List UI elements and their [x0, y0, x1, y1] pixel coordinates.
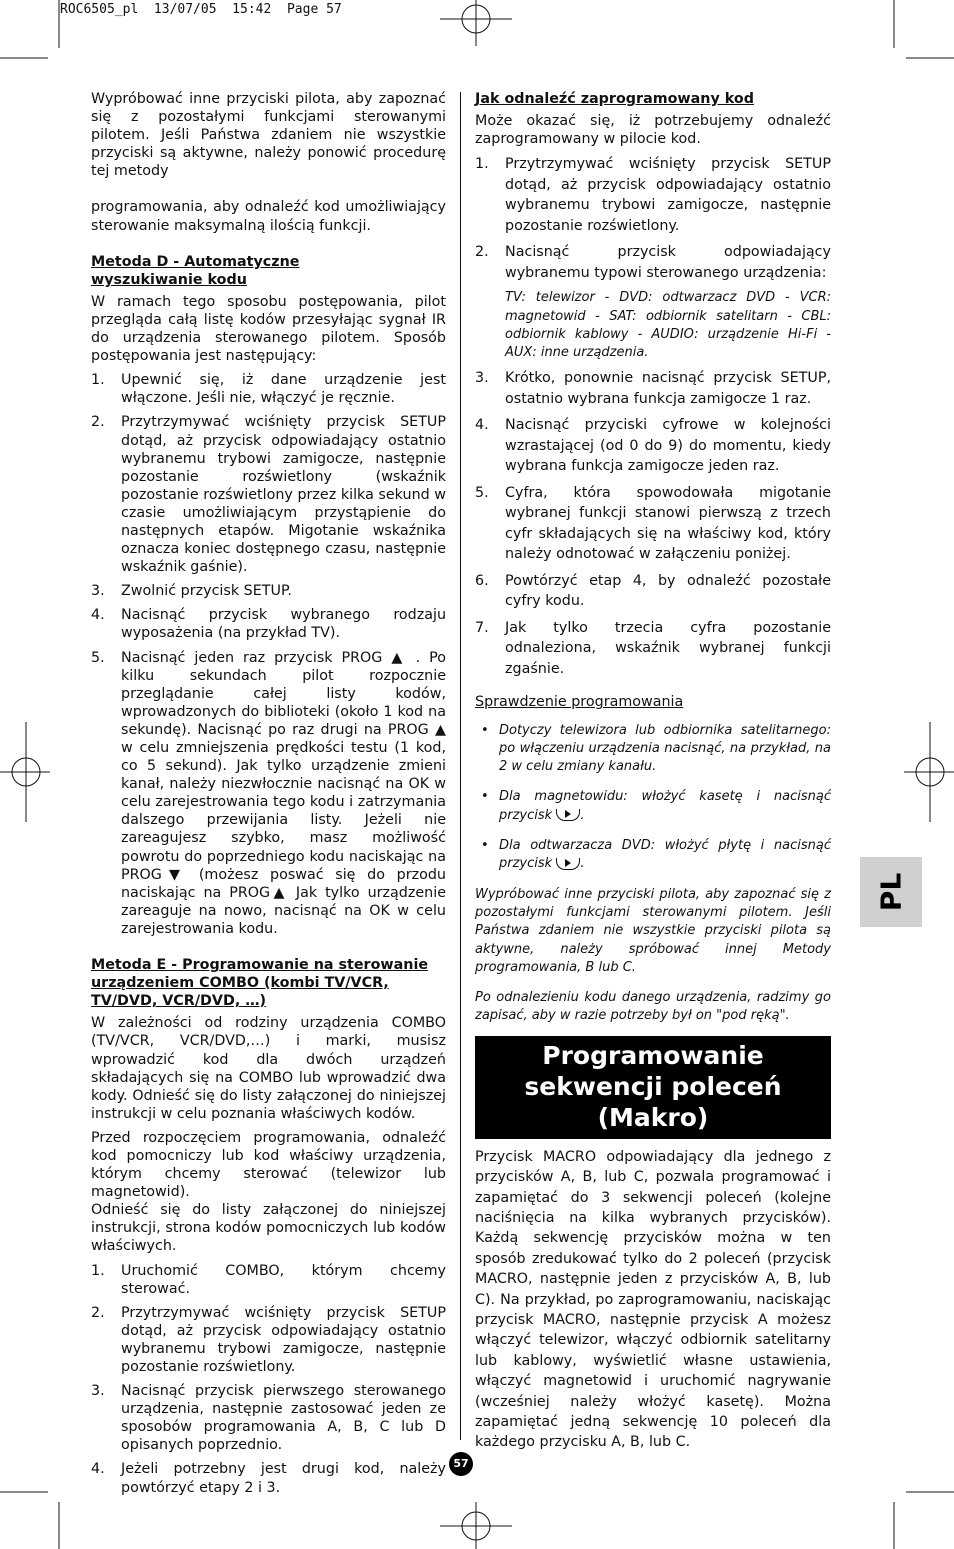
macro-section-title: Programowanie sekwencji poleceń (Makro) — [475, 1036, 831, 1139]
play-icon — [556, 858, 580, 870]
list-item: 1. Uruchomić COMBO, którym chcemy sterować. — [91, 1262, 446, 1297]
section-title-method-d: Metoda D - Automatyczne wyszukiwanie kodu — [91, 253, 300, 288]
list-item: 5. Cyfra, która spowodowała migotanie wybranej funkcji stanowi pierwszą z trzech cyfr składających się na właściwy kod, który należy odnotować w załączeniu poniżej. — [475, 484, 831, 563]
list-item: 4. Nacisnąć przyciski cyfrowe w kolejności wzrastającej (od 0 do 9) do momentu, kiedy wybrana funkcja zamigocze jeden raz. — [475, 417, 831, 475]
crop-mark-bottom-left — [0, 1480, 60, 1549]
method-d-steps — [91, 371, 446, 938]
list-item: 1. Przytrzymywać wciśnięty przycisk SETUP dotąd, aż przycisk odpowiadający ostatnio wybranemu trybowi zamigocze, następnie pozostanie rozświetlony. — [475, 156, 831, 234]
registration-mark-bottom — [440, 1500, 512, 1549]
italic-note: Wypróbować inne przyciski pilota, aby zapoznać się z pozostałymi funkcjami sterowanymi pilotem. Jeśli Państwa zdaniem nie wszystkie przyciski pilota są aktywne, należy spróbować innej Metody programowania, B lub C. — [475, 886, 831, 975]
device-type-list: TV: telewizor - DVD: odtwarzacz DVD - VCR: magnetowid - SAT: odbiornik satelitarn - CBL: odbiornik kablowy - AUDIO: urządzenie Hi-Fi - AUX: inne urządzenia. — [505, 290, 831, 361]
list-item: 7. Jak tylko trzecia cyfra pozostanie odnaleziona, wskaźnik wybranej funkcji zgaśnie. — [475, 619, 831, 677]
right-column — [475, 90, 831, 1459]
registration-mark-left — [0, 722, 50, 822]
list-item: 6. Powtórzyć etap 4, by odnaleźć pozostałe cyfry kodu. — [475, 572, 831, 610]
paragraph: Może okazać się, iż potrzebujemy odnaleźć zaprogramowany w pilocie kod. — [475, 113, 831, 148]
list-item: 3. Zwolnić przycisk SETUP. — [91, 583, 292, 600]
section-title-check: Sprawdzenie programowania — [475, 694, 684, 711]
list-item: 3. Nacisnąć przycisk pierwszego sterowanego urządzenia, następnie zastosować jeden ze sposobów programowania A, B, C lub D opisanych poprzednio. — [91, 1383, 446, 1454]
crop-mark-top-right — [874, 0, 954, 70]
italic-note: Po odnalezieniu kodu danego urządzenia, radzimy go zapisać, aby w razie potrzeby był on "pod ręką". — [475, 990, 831, 1024]
crop-mark-top-left — [0, 0, 60, 70]
crop-mark-bottom-right — [874, 1480, 954, 1549]
paragraph: programowania, aby odnaleźć kod umożliwiający sterowanie maksymalną ilością funkcji. — [91, 199, 446, 234]
print-header: ROC6505_pl 13/07/05 15:42 Page 57 — [60, 2, 342, 17]
left-column — [91, 90, 446, 1503]
list-item: 4. Nacisnąć przycisk wybranego rodzaju wyposażenia (na przykład TV). — [91, 607, 446, 642]
registration-mark-right — [904, 722, 954, 822]
paragraph: W zależności od rodziny urządzenia COMBO (TV/VCR, VCR/DVD,…) i marki, musisz wprowadzić kod dla dwóch urządzeń składających się na COMBO lub wprowadzić dwa kody. Odnieść się do listy załączonej do niniejszej instrukcji w celu poznania właściwych kodów. — [91, 1015, 446, 1122]
list-item: • Dotyczy telewizora lub odbiornika satelitarnego: po włączeniu urządzenia nacisnąć, na przykład, na 2 w celu zmiany kanału. — [481, 722, 831, 775]
page-number: 57 — [449, 1452, 473, 1476]
find-code-steps — [475, 154, 831, 679]
list-item: 1. Upewnić się, iż dane urządzenie jest włączone. Jeśli nie, włączyć je ręcznie. — [91, 372, 446, 407]
paragraph: W ramach tego sposobu postępowania, pilot przegląda całą listę kodów przesyłając sygnał IR do urządzenia sterowanego pilotem. Sposób postępowania jest następujący: — [91, 293, 446, 365]
list-item: 2. Przytrzymywać wciśnięty przycisk SETUP dotąd, aż przycisk odpowiadający ostatnio wybranemu trybowi zamigocze, następnie pozostanie rozświetlony. — [91, 1304, 446, 1375]
paragraph: Wypróbować inne przyciski pilota, aby zapoznać się z pozostałymi funkcjami sterowanymi pilotem. Jeśli Państwa zdaniem nie wszystkie przyciski są aktywne, należy ponowić procedurę tej metody — [91, 91, 446, 180]
paragraph: Przycisk MACRO odpowiadający dla jednego z przycisków A, B, lub C, pozwala programować i zapamiętać do 3 sekwencji poleceń (kolejne naciśnięcia na kilka wybranych przycisków). Każdą sekwencję przycisków można w ten sposób zredukować tylko do 2 poleceń (przycisk MACRO, następnie jeden z przycisków A, B, lub C). Na przykład, po zaprogramowaniu, naciskając przycisk MACRO, następnie przycisk A możesz włączyć telewizor, włączyć odbiornik satelitarny lub kablowy, wyświetlić własne ustawienia, włączyć magnetowid i uruchomić nagrywanie (wcześniej należy włożyć kasetę). Można zapamiętać jedną sekwencję 10 poleceń dla każdego przycisku A, B, lub C. — [475, 1148, 831, 1451]
paragraph: Odnieść się do listy załączonej do niniejszej instrukcji, strona kodów pomocniczych lub kodów właściwych. — [91, 1202, 446, 1255]
check-bullets — [475, 722, 831, 874]
list-item: 2. Nacisnąć przycisk odpowiadający wybranemu typowi sterowanego urządzenia: TV: telewizor - DVD: odtwarzacz DVD - VCR: magnetowid - SAT: odbiornik satelitarn - CBL: odbiornik kablowy - AUDIO: urządzenie Hi-Fi - AUX: inne urządzenia. — [475, 242, 831, 362]
section-title-method-e: Metoda E - Programowanie na sterowanie urządzeniem COMBO (kombi TV/VCR, TV/DVD, VCR/DVD, …) — [91, 957, 429, 1010]
list-item: • Dla magnetowidu: włożyć kasetę i nacisnąć przycisk . — [481, 789, 831, 823]
list-item: 5. Nacisnąć jeden raz przycisk PROG ▲ . Po kilku sekundach pilot rozpocznie przeglądanie całej listy kodów, wprowadzonych do biblioteki (około 1 kod na sekundę). Nacisnąć po raz drugi na PROG ▲ w celu zmniejszenia prędkości testu (1 kod, co 5 sekund). Jak tylko urządzenie zmieni kanał, należy niezwłocznie nacisnąć na OK w celu zarejestrowania tego kodu i zatrzymania dalszego przewijania listy. Jeżeli nie zareagujesz szybko, masz możliwość powrotu do poprzedniego kodu naciskając na PROG▼ (możesz poswać się do przodu naciskając na PROG▲ Jak tylko urządzenie zareaguje na nowo, nacisnąć na OK w celu zarejestrowania kodu. — [91, 649, 446, 937]
column-divider — [460, 92, 461, 1440]
list-item: • Dla odtwarzacza DVD: włożyć płytę i nacisnąć przycisk . — [481, 838, 831, 872]
list-item: 3. Krótko, ponownie nacisnąć przycisk SETUP, ostatnio wybrana funkcja zamigocze 1 raz. — [475, 370, 831, 407]
method-e-steps — [91, 1262, 446, 1497]
registration-mark-top — [440, 0, 512, 60]
list-item: 4. Jeżeli potrzebny jest drugi kod, należy powtórzyć etapy 2 i 3. — [91, 1461, 446, 1496]
section-title-find-code: Jak odnaleźć zaprogramowany kod — [475, 91, 754, 107]
list-item: 2. Przytrzymywać wciśnięty przycisk SETUP dotąd, aż przycisk odpowiadający ostatnio wybranemu trybowi zamigocze, następnie pozostanie rozświetlony (wskaźnik pozostanie rozświetlony przez kilka sekund w czasie umożliwiającym przystąpienie do następnych etapów. Migotanie wskaźnika oznacza koniec dostępnego czasu, następnie wskaźnik gaśnie). — [91, 414, 446, 576]
play-icon — [556, 809, 580, 821]
language-tab: PL — [860, 857, 922, 927]
paragraph: Przed rozpoczęciem programowania, odnaleźć kod pomocniczy lub kod właściwy urządzenia, którym chcemy sterować (telewizor lub magnetowid). — [91, 1129, 446, 1201]
